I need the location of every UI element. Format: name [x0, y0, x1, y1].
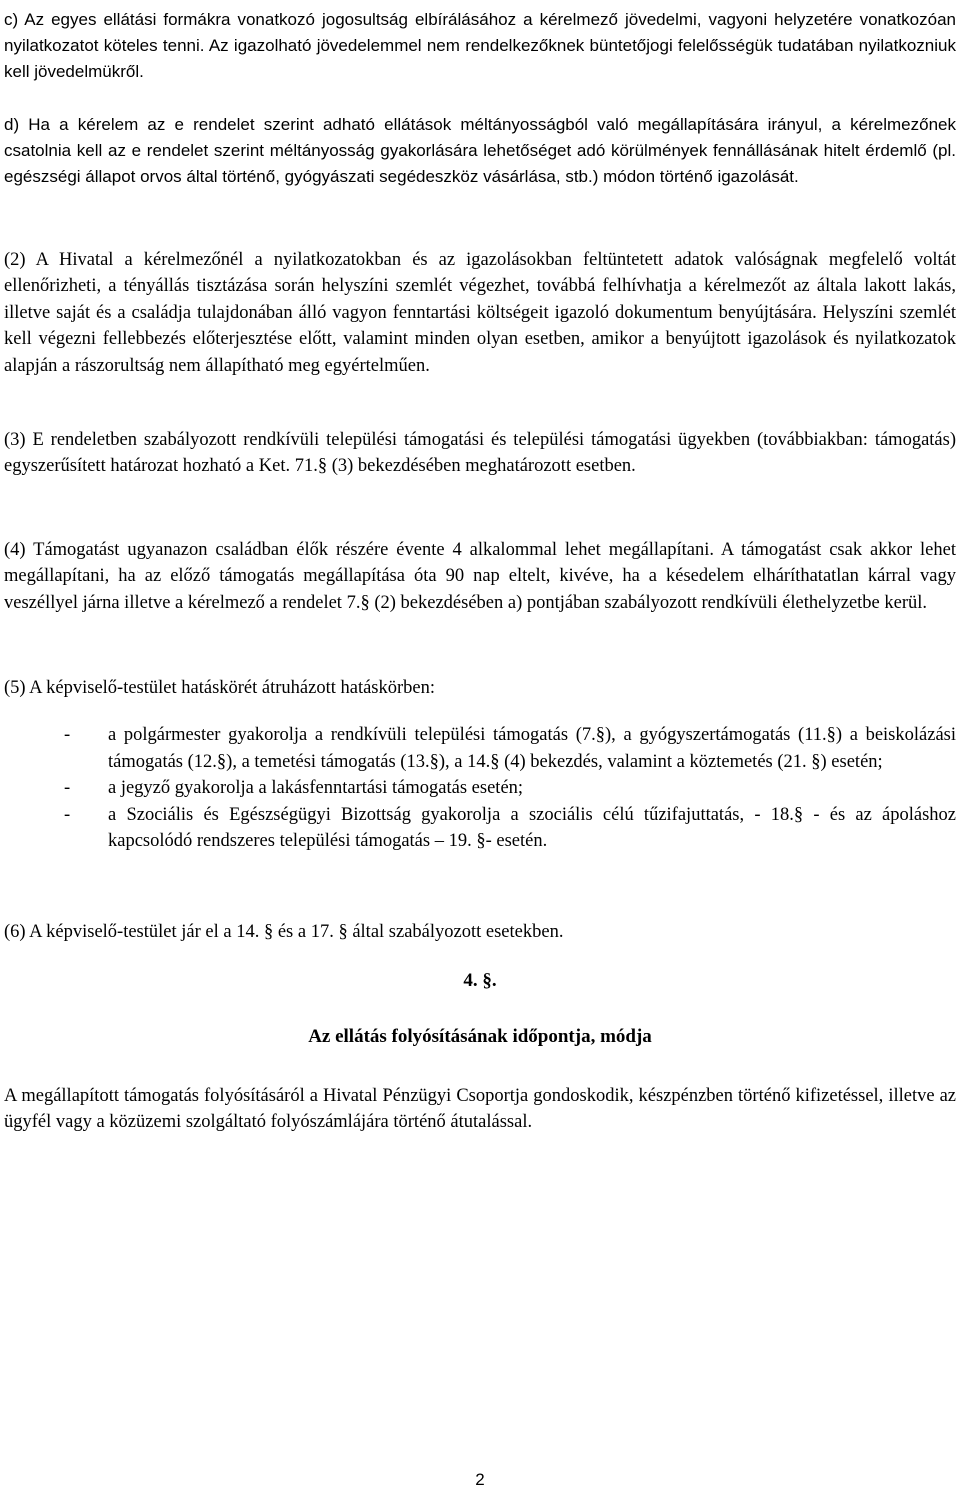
section-title: Az ellátás folyósításának időpontja, módja: [308, 1026, 652, 1047]
section-number: 4. §.: [463, 970, 497, 991]
paragraph-2: (2) A Hivatal a kérelmezőnél a nyilatkozatokban és az igazolásokban feltüntetett adatok valóságnak megfelelő voltát ellenőrizheti, a tényállás tisztázása során helyszíni szemlét végezhet, továbbá felhívhatja a kérelmezőt az általa lakott lakás, illetve saját és a családja tulajdonában álló vagyon fenntartási költségeit igazoló dokumentum benyújtására. Helyszíni szemlét kell végezni fellebbezés előterjesztése előtt, valamint minden olyan esetben, amikor a benyújtott igazolások és nyilatkozatok alapján a rászorultság nem állapítható meg egyértelműen.: [4, 249, 956, 376]
list-item: - a jegyző gyakorolja a lakásfenntartási támogatás esetén;: [4, 775, 956, 802]
paragraph-d: d) Ha a kérelem az e rendelet szerint adható ellátások méltányosságból való megállapítására irányul, a kérelmezőnek csatolnia kell az e rendelet szerint méltányosság gyakorlására lehetőséget adó körülmények fennállásának hitelt érdemlő (pl. egészségi állapot orvos által történő, gyógyászati segédeszköz vásárlása, stb.) módon történő igazolását.: [4, 115, 956, 186]
list-item: - a Szociális és Egészségügyi Bizottság gyakorolja a szociális célú tűzifajuttatás, - 18.§ - és az ápoláshoz kapcsolódó rendszeres települési támogatás – 19. §- esetén.: [4, 802, 956, 855]
paragraph-5-intro: (5) A képviselő-testület hatáskörét átruházott hatáskörben:: [4, 677, 436, 698]
paragraph-3: (3) E rendeletben szabályozott rendkívüli települési támogatási és települési támogatási ügyekben (továbbiakban: támogatás) egyszerűsített határozat hozható a Ket. 71.§ (3) bekezdésében meghatározott esetben.: [4, 429, 956, 476]
paragraph-5-list: [4, 722, 956, 855]
paragraph-4: (4) Támogatást ugyanazon családban élők részére évente 4 alkalommal lehet megállapítani. A támogatást csak akkor lehet megállapítani, ha az előző támogatás megállapítása óta 90 nap eltelt, kivéve, ha a késedelem elháríthatatlan kárral vagy veszéllyel járna illetve a kérelmező a rendelet 7.§ (2) bekezdésében a) pontjában szabályozott rendkívüli élethelyzetbe kerül.: [4, 539, 956, 613]
list-item: - a polgármester gyakorolja a rendkívüli települési támogatás (7.§), a gyógyszertámogatás (11.§) a beiskolázási támogatás (12.§), a temetési támogatás (13.§), a 14.§ (4) bekezdés, valamint a köztemetés (21. §) esetén;: [4, 722, 956, 775]
paragraph-c: c) Az egyes ellátási formákra vonatkozó jogosultság elbírálásához a kérelmező jövedelmi, vagyoni helyzetére vonatkozóan nyilatkozatot köteles tenni. Az igazolható jövedelemmel nem rendelkezőknek büntetőjogi felelősségük tudatában nyilatkozniuk kell jövedelmükről.: [4, 10, 956, 81]
final-paragraph: A megállapított támogatás folyósításáról a Hivatal Pénzügyi Csoportja gondoskodik, készpénzben történő kifizetéssel, illetve az ügyfél vagy a közüzemi szolgáltató folyószámlájára történő átutalással.: [4, 1085, 956, 1132]
paragraph-6: (6) A képviselő-testület jár el a 14. § és a 17. § által szabályozott esetekben.: [4, 921, 564, 942]
page-number: 2: [475, 1470, 485, 1489]
